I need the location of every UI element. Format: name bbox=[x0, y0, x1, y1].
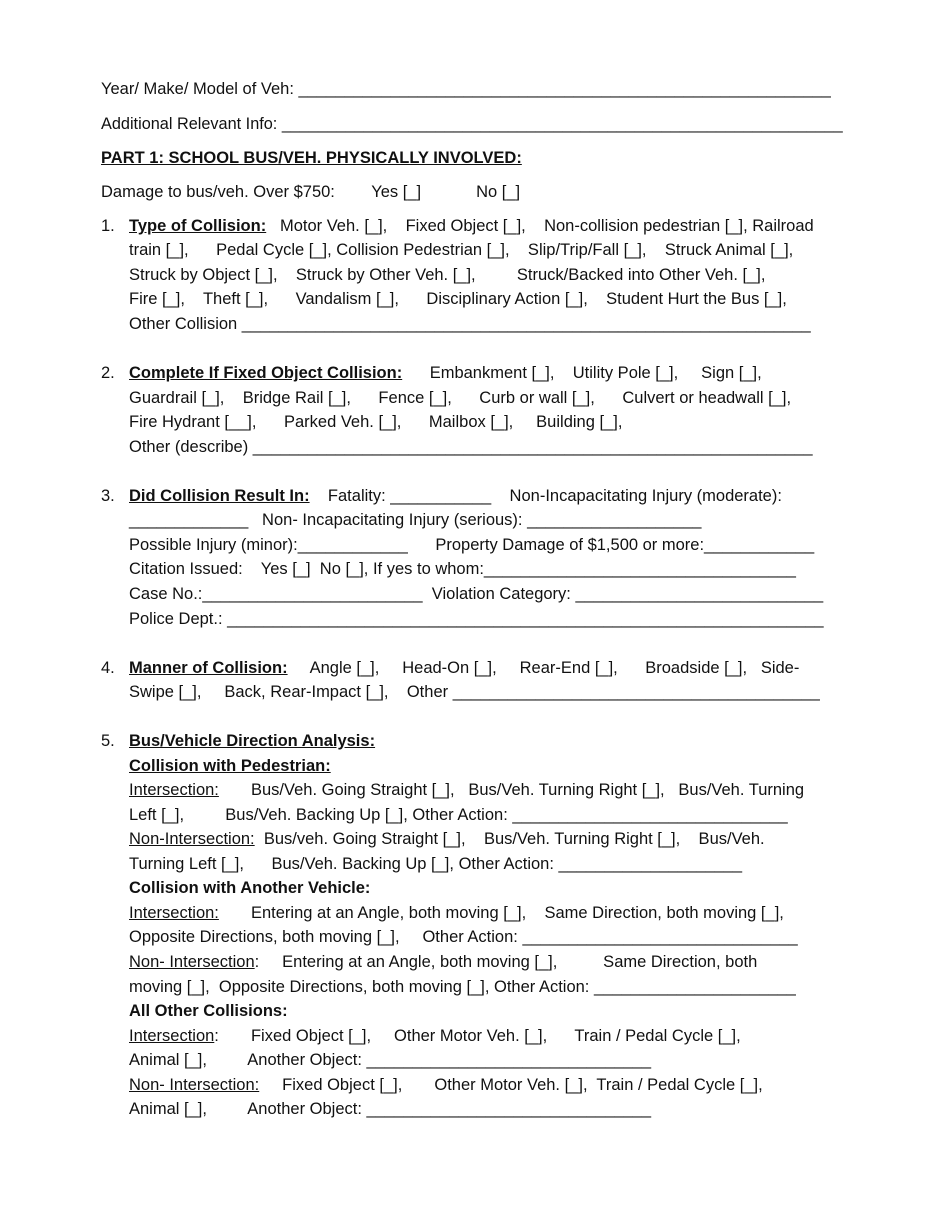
other-collisions-heading: All Other Collisions: bbox=[129, 1002, 288, 1020]
pedestrian-heading: Collision with Pedestrian: bbox=[129, 757, 331, 775]
fixed-object-other-field[interactable]: Other (describe) _____________________________________________________________ bbox=[129, 438, 813, 456]
case-violation-line[interactable]: Case No.:________________________ Violation Category: ___________________________ bbox=[129, 585, 824, 603]
citation-line[interactable]: Citation Issued: Yes [_] No [_], If yes to whom:__________________________________ bbox=[129, 560, 796, 578]
fixed-object-line-3[interactable]: Fire Hydrant [__], Parked Veh. [_], Mailbox [_], Building [_], bbox=[129, 413, 623, 431]
fixed-object-options-1[interactable]: Embankment [_], Utility Pole [_], Sign [_], bbox=[402, 364, 762, 382]
oth-intersection-line-2[interactable]: Animal [_], Another Object: _______________________________ bbox=[129, 1051, 651, 1069]
other-collision-field[interactable]: Other Collision ______________________________________________________________ bbox=[129, 315, 811, 333]
result-title: Did Collision Result In: bbox=[129, 487, 310, 505]
additional-info-field[interactable]: Additional Relevant Info: ______________________________________________________________ bbox=[101, 115, 843, 133]
result-line-1[interactable] bbox=[129, 486, 782, 506]
ped-intersection-line-1[interactable] bbox=[129, 780, 804, 800]
section-3-number: 3. bbox=[101, 487, 115, 505]
ped-nonintersection-line-2[interactable]: Turning Left [_], Bus/Veh. Backing Up [_], Other Action: ____________________ bbox=[129, 855, 743, 873]
type-of-collision-options-1[interactable]: Motor Veh. [_], Fixed Object [_], Non-collision pedestrian [_], Railroad bbox=[266, 217, 814, 235]
manner-options-1[interactable]: Angle [_], Head-On [_], Rear-End [_], Broadside [_], Side- bbox=[287, 659, 800, 677]
section-2-number: 2. bbox=[101, 364, 115, 382]
result-line-3[interactable]: Possible Injury (minor):____________ Property Damage of $1,500 or more:____________ bbox=[129, 536, 815, 554]
veh-nonintersection-label: Non- Intersection bbox=[129, 953, 255, 971]
oth-nonintersection-line-2[interactable]: Animal [_], Another Object: _______________________________ bbox=[129, 1100, 651, 1118]
fixed-object-line-2[interactable]: Guardrail [_], Bridge Rail [_], Fence [_], Curb or wall [_], Culvert or headwall [_], bbox=[129, 389, 792, 407]
ped-intersection-options-1[interactable]: Bus/Veh. Going Straight [_], Bus/Veh. Turning Right [_], Bus/Veh. Turning bbox=[218, 781, 805, 799]
ped-intersection-label: Intersection: bbox=[129, 781, 219, 799]
damage-over-750-row[interactable]: Damage to bus/veh. Over $750: Yes [_] No [_] bbox=[101, 183, 521, 201]
vehicle-heading: Collision with Another Vehicle: bbox=[129, 879, 371, 897]
oth-nonintersection-options-1[interactable]: Fixed Object [_], Other Motor Veh. [_], Train / Pedal Cycle [_], bbox=[259, 1076, 763, 1094]
result-line-2[interactable]: _____________ Non- Incapacitating Injury (serious): ___________________ bbox=[129, 511, 702, 529]
oth-intersection-label: Intersection bbox=[129, 1027, 215, 1045]
type-of-collision-line-2[interactable]: train [_], Pedal Cycle [_], Collision Pedestrian [_], Slip/Trip/Fall [_], Struck Animal [_], bbox=[129, 241, 794, 259]
type-of-collision-title: Type of Collision: bbox=[129, 217, 267, 235]
ped-nonintersection-label: Non-Intersection: bbox=[129, 830, 255, 848]
veh-nonintersection-options-1[interactable]: : Entering at an Angle, both moving [_], Same Direction, both bbox=[254, 953, 758, 971]
veh-intersection-label: Intersection: bbox=[129, 904, 219, 922]
direction-analysis-title: Bus/Vehicle Direction Analysis: bbox=[129, 732, 376, 750]
manner-title: Manner of Collision: bbox=[129, 659, 288, 677]
ped-nonintersection-line-1[interactable] bbox=[129, 829, 765, 849]
section-1-number: 1. bbox=[101, 217, 115, 235]
veh-nonintersection-line-2[interactable]: moving [_], Opposite Directions, both moving [_], Other Action: ______________________ bbox=[129, 978, 796, 996]
ped-intersection-line-2[interactable]: Left [_], Bus/Veh. Backing Up [_], Other Action: ______________________________ bbox=[129, 806, 788, 824]
manner-line-2[interactable]: Swipe [_], Back, Rear-Impact [_], Other ________________________________________ bbox=[129, 683, 820, 701]
veh-intersection-line-1[interactable] bbox=[129, 903, 784, 923]
vehicle-field[interactable]: Year/ Make/ Model of Veh: __________________________________________________________ bbox=[101, 80, 831, 98]
type-of-collision-line-3[interactable]: Struck by Object [_], Struck by Other Veh. [_], Struck/Backed into Other Veh. [_], bbox=[129, 266, 766, 284]
ped-nonintersection-options-1[interactable]: Bus/veh. Going Straight [_], Bus/Veh. Turning Right [_], Bus/Veh. bbox=[254, 830, 765, 848]
fixed-object-line-1[interactable] bbox=[129, 363, 762, 383]
result-options-1[interactable]: Fatality: ___________ Non-Incapacitating Injury (moderate): bbox=[309, 487, 782, 505]
veh-nonintersection-line-1[interactable] bbox=[129, 952, 757, 972]
type-of-collision-line-4[interactable]: Fire [_], Theft [_], Vandalism [_], Disciplinary Action [_], Student Hurt the Bus [_], bbox=[129, 290, 787, 308]
oth-intersection-line-1[interactable] bbox=[129, 1026, 741, 1046]
veh-intersection-options-1[interactable]: Entering at an Angle, both moving [_], Same Direction, both moving [_], bbox=[218, 904, 784, 922]
oth-nonintersection-line-1[interactable] bbox=[129, 1075, 763, 1095]
section-5-number: 5. bbox=[101, 732, 115, 750]
type-of-collision-line-1[interactable] bbox=[129, 216, 814, 236]
oth-nonintersection-label: Non- Intersection: bbox=[129, 1076, 260, 1094]
oth-intersection-options-1[interactable]: : Fixed Object [_], Other Motor Veh. [_], Train / Pedal Cycle [_], bbox=[214, 1027, 741, 1045]
fixed-object-title: Complete If Fixed Object Collision: bbox=[129, 364, 403, 382]
police-dept-field[interactable]: Police Dept.: _________________________________________________________________ bbox=[129, 610, 824, 628]
manner-line-1[interactable] bbox=[129, 658, 799, 678]
veh-intersection-line-2[interactable]: Opposite Directions, both moving [_], Other Action: ______________________________ bbox=[129, 928, 798, 946]
part1-title: PART 1: SCHOOL BUS/VEH. PHYSICALLY INVOLVED: bbox=[101, 149, 522, 167]
section-4-number: 4. bbox=[101, 659, 115, 677]
